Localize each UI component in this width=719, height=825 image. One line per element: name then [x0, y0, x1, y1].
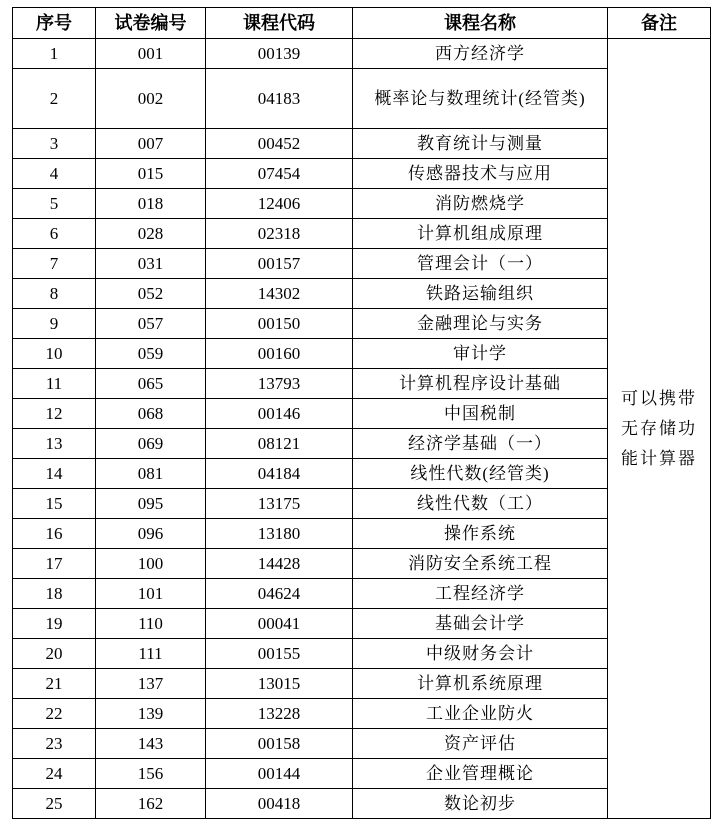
table-row: [13, 489, 711, 519]
course-name: 金融理论与实务: [353, 309, 608, 339]
course-code: 00160: [206, 339, 353, 369]
header-paper-id: 试卷编号: [96, 8, 206, 39]
course-code: 00041: [206, 609, 353, 639]
course-name: 基础会计学: [353, 609, 608, 639]
paper-id: 018: [96, 189, 206, 219]
table-row: [13, 639, 711, 669]
course-code: 13793: [206, 369, 353, 399]
course-code: 14302: [206, 279, 353, 309]
paper-id: 057: [96, 309, 206, 339]
table-row: [13, 519, 711, 549]
exam-course-table: [12, 7, 711, 819]
paper-id: 100: [96, 549, 206, 579]
row-index: 19: [13, 609, 96, 639]
course-name: 教育统计与测量: [353, 129, 608, 159]
row-index: 22: [13, 699, 96, 729]
row-index: 18: [13, 579, 96, 609]
row-index: 2: [13, 69, 96, 129]
course-name: 传感器技术与应用: [353, 159, 608, 189]
row-index: 23: [13, 729, 96, 759]
paper-id: 095: [96, 489, 206, 519]
row-index: 17: [13, 549, 96, 579]
course-name: 计算机系统原理: [353, 669, 608, 699]
row-index: 12: [13, 399, 96, 429]
course-name: 审计学: [353, 339, 608, 369]
paper-id: 156: [96, 759, 206, 789]
table-row: [13, 159, 711, 189]
header-course-name: 课程名称: [353, 8, 608, 39]
course-name: 西方经济学: [353, 39, 608, 69]
course-code: 04183: [206, 69, 353, 129]
course-code: 13175: [206, 489, 353, 519]
table-row: [13, 339, 711, 369]
table-row: [13, 789, 711, 819]
table-row: [13, 429, 711, 459]
course-code: 00144: [206, 759, 353, 789]
course-code: 00150: [206, 309, 353, 339]
table-row: [13, 69, 711, 129]
paper-id: 031: [96, 249, 206, 279]
table-row: [13, 39, 711, 69]
course-name: 经济学基础（一）: [353, 429, 608, 459]
course-name: 概率论与数理统计(经管类): [353, 69, 608, 129]
course-name: 线性代数（工）: [353, 489, 608, 519]
course-name: 管理会计（一）: [353, 249, 608, 279]
course-name: 中国税制: [353, 399, 608, 429]
table-row: [13, 459, 711, 489]
paper-id: 015: [96, 159, 206, 189]
paper-id: 001: [96, 39, 206, 69]
course-code: 12406: [206, 189, 353, 219]
row-index: 9: [13, 309, 96, 339]
table-row: [13, 219, 711, 249]
table-row: [13, 129, 711, 159]
table-row: [13, 759, 711, 789]
paper-id: 028: [96, 219, 206, 249]
row-index: 20: [13, 639, 96, 669]
row-index: 15: [13, 489, 96, 519]
paper-id: 110: [96, 609, 206, 639]
table-row: [13, 309, 711, 339]
row-index: 5: [13, 189, 96, 219]
table-row: [13, 369, 711, 399]
row-index: 1: [13, 39, 96, 69]
course-name: 工业企业防火: [353, 699, 608, 729]
table-row: [13, 279, 711, 309]
course-code: 14428: [206, 549, 353, 579]
table-row: [13, 699, 711, 729]
row-index: 16: [13, 519, 96, 549]
course-name: 计算机组成原理: [353, 219, 608, 249]
course-code: 00139: [206, 39, 353, 69]
paper-id: 111: [96, 639, 206, 669]
row-index: 4: [13, 159, 96, 189]
course-name: 计算机程序设计基础: [353, 369, 608, 399]
remark-cell: 可以携带无存储功能计算器: [608, 39, 711, 819]
row-index: 8: [13, 279, 96, 309]
paper-id: 162: [96, 789, 206, 819]
course-name: 资产评估: [353, 729, 608, 759]
table-row: [13, 189, 711, 219]
course-code: 04184: [206, 459, 353, 489]
course-code: 00157: [206, 249, 353, 279]
course-name: 操作系统: [353, 519, 608, 549]
table-row: [13, 669, 711, 699]
header-course-code: 课程代码: [206, 8, 353, 39]
header-index: 序号: [13, 8, 96, 39]
course-name: 工程经济学: [353, 579, 608, 609]
paper-id: 052: [96, 279, 206, 309]
row-index: 21: [13, 669, 96, 699]
paper-id: 002: [96, 69, 206, 129]
row-index: 3: [13, 129, 96, 159]
paper-id: 065: [96, 369, 206, 399]
course-code: 00452: [206, 129, 353, 159]
row-index: 6: [13, 219, 96, 249]
paper-id: 137: [96, 669, 206, 699]
course-code: 02318: [206, 219, 353, 249]
course-code: 08121: [206, 429, 353, 459]
course-name: 企业管理概论: [353, 759, 608, 789]
course-name: 消防燃烧学: [353, 189, 608, 219]
row-index: 25: [13, 789, 96, 819]
course-code: 13228: [206, 699, 353, 729]
course-name: 铁路运输组织: [353, 279, 608, 309]
paper-id: 007: [96, 129, 206, 159]
course-name: 线性代数(经管类): [353, 459, 608, 489]
course-code: 00155: [206, 639, 353, 669]
table-row: [13, 399, 711, 429]
course-name: 数论初步: [353, 789, 608, 819]
paper-id: 143: [96, 729, 206, 759]
paper-id: 096: [96, 519, 206, 549]
row-index: 7: [13, 249, 96, 279]
paper-id: 081: [96, 459, 206, 489]
header-row: [13, 8, 711, 39]
table-row: [13, 729, 711, 759]
table-row: [13, 249, 711, 279]
table-row: [13, 609, 711, 639]
table-row: [13, 579, 711, 609]
paper-id: 068: [96, 399, 206, 429]
course-code: 13015: [206, 669, 353, 699]
header-remark: 备注: [608, 8, 711, 39]
row-index: 14: [13, 459, 96, 489]
course-name: 消防安全系统工程: [353, 549, 608, 579]
paper-id: 059: [96, 339, 206, 369]
course-code: 07454: [206, 159, 353, 189]
row-index: 24: [13, 759, 96, 789]
paper-id: 069: [96, 429, 206, 459]
course-name: 中级财务会计: [353, 639, 608, 669]
paper-id: 101: [96, 579, 206, 609]
course-code: 13180: [206, 519, 353, 549]
course-code: 04624: [206, 579, 353, 609]
paper-id: 139: [96, 699, 206, 729]
row-index: 13: [13, 429, 96, 459]
course-code: 00146: [206, 399, 353, 429]
course-code: 00158: [206, 729, 353, 759]
table-row: [13, 549, 711, 579]
row-index: 11: [13, 369, 96, 399]
row-index: 10: [13, 339, 96, 369]
course-code: 00418: [206, 789, 353, 819]
